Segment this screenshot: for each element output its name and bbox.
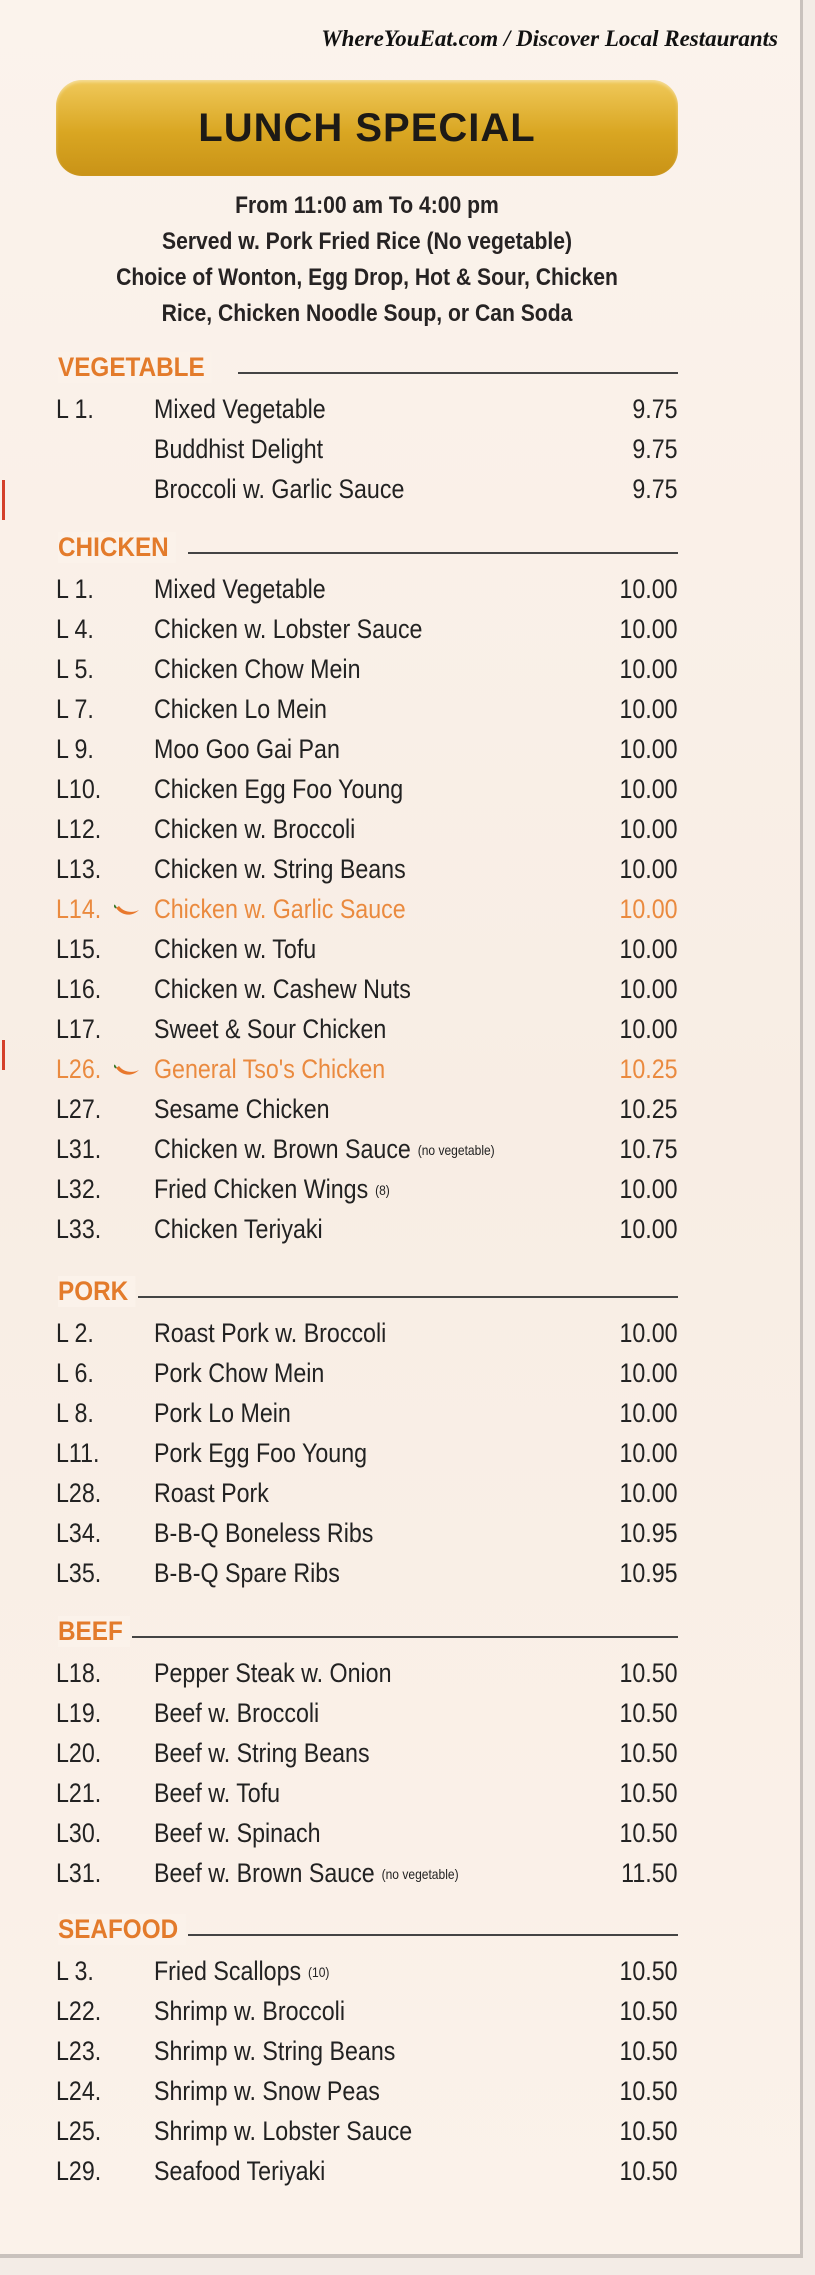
item-code: L21. bbox=[56, 1778, 102, 1808]
menu-item bbox=[56, 808, 678, 848]
item-price: 10.50 bbox=[619, 1778, 678, 1808]
item-price: 10.00 bbox=[619, 934, 678, 964]
item-name bbox=[154, 854, 406, 885]
item-price: 10.25 bbox=[619, 1054, 678, 1084]
item-price: 10.00 bbox=[619, 614, 678, 644]
item-price: 10.00 bbox=[619, 894, 678, 924]
item-name-text: Moo Goo Gai Pan bbox=[154, 734, 340, 764]
item-name-text: Buddhist Delight bbox=[154, 434, 324, 464]
item-name-text: Chicken Teriyaki bbox=[154, 1214, 323, 1244]
section-rule bbox=[188, 1934, 678, 1936]
menu-item bbox=[56, 1732, 678, 1772]
item-price: 9.75 bbox=[632, 394, 678, 424]
item-name bbox=[154, 1778, 280, 1809]
item-name-text: Pork Egg Foo Young bbox=[154, 1438, 368, 1468]
item-code: L14. bbox=[56, 894, 102, 924]
menu-item bbox=[56, 728, 678, 768]
item-name-text: Broccoli w. Garlic Sauce bbox=[154, 474, 405, 504]
menu-item bbox=[56, 1392, 678, 1432]
menu-item bbox=[56, 1950, 678, 1990]
item-name-text: Sesame Chicken bbox=[154, 1094, 330, 1124]
section-title: CHICKEN bbox=[58, 532, 176, 563]
item-name-text: Fried Chicken Wings bbox=[154, 1174, 369, 1204]
site-watermark[interactable]: WhereYouEat.com / Discover Local Restaurants bbox=[321, 26, 778, 51]
item-price: 10.00 bbox=[619, 694, 678, 724]
lunch-special-banner bbox=[56, 80, 678, 176]
item-name-text: Sweet & Sour Chicken bbox=[154, 1014, 387, 1044]
section-title: PORK bbox=[58, 1276, 135, 1307]
menu-item bbox=[56, 848, 678, 888]
item-price: 10.25 bbox=[619, 1094, 678, 1124]
item-code: L26. bbox=[56, 1054, 102, 1084]
item-name-text: Chicken Egg Foo Young bbox=[154, 774, 404, 804]
item-price: 10.00 bbox=[619, 1174, 678, 1204]
item-code: L 2. bbox=[56, 1318, 94, 1348]
edge-decoration bbox=[2, 1040, 5, 1070]
item-code: L28. bbox=[56, 1478, 102, 1508]
menu-item bbox=[56, 1008, 678, 1048]
item-price: 10.50 bbox=[619, 1956, 678, 1986]
item-price: 10.00 bbox=[619, 1318, 678, 1348]
item-code: L 7. bbox=[56, 694, 94, 724]
item-price: 10.00 bbox=[619, 1398, 678, 1428]
item-price: 10.00 bbox=[619, 574, 678, 604]
item-code: L 9. bbox=[56, 734, 94, 764]
section-rule bbox=[138, 1296, 678, 1298]
item-note: (8) bbox=[375, 1182, 390, 1198]
menu-item bbox=[56, 2110, 678, 2150]
item-name bbox=[154, 2156, 325, 2187]
item-name-text: Chicken w. Garlic Sauce bbox=[154, 894, 406, 924]
section-rule bbox=[132, 1636, 678, 1638]
menu-item bbox=[56, 688, 678, 728]
item-name-text: Chicken w. Broccoli bbox=[154, 814, 356, 844]
item-price: 10.95 bbox=[619, 1518, 678, 1548]
item-name bbox=[154, 394, 326, 425]
section-seafood bbox=[56, 1910, 678, 2190]
item-name-text: Chicken w. String Beans bbox=[154, 854, 406, 884]
item-name-text: Chicken w. Brown Sauce bbox=[154, 1134, 411, 1164]
item-name bbox=[154, 1214, 323, 1245]
intro-line: Choice of Wonton, Egg Drop, Hot & Sour, Chicken bbox=[116, 264, 618, 291]
item-name bbox=[154, 934, 316, 965]
item-code: L27. bbox=[56, 1094, 102, 1124]
item-name-text: Beef w. Broccoli bbox=[154, 1698, 320, 1728]
item-name bbox=[154, 1318, 386, 1349]
item-name-text: Shrimp w. Lobster Sauce bbox=[154, 2116, 413, 2146]
item-code: L30. bbox=[56, 1818, 102, 1848]
menu-item bbox=[56, 1088, 678, 1128]
item-code: L22. bbox=[56, 1996, 102, 2026]
item-price: 9.75 bbox=[632, 474, 678, 504]
item-code: L11. bbox=[56, 1438, 100, 1468]
item-name-text: Roast Pork w. Broccoli bbox=[154, 1318, 387, 1348]
item-name bbox=[154, 1478, 269, 1509]
menu-item bbox=[56, 1652, 678, 1692]
item-name bbox=[154, 1858, 459, 1889]
item-price: 10.00 bbox=[619, 774, 678, 804]
section-chicken bbox=[56, 528, 678, 1248]
item-code: L31. bbox=[56, 1858, 102, 1888]
item-name bbox=[154, 774, 403, 805]
menu-item bbox=[56, 888, 678, 928]
item-code: L32. bbox=[56, 1174, 102, 1204]
item-name-text: Chicken Lo Mein bbox=[154, 694, 327, 724]
item-name-text: Beef w. String Beans bbox=[154, 1738, 370, 1768]
menu-item bbox=[56, 608, 678, 648]
section-title: BEEF bbox=[58, 1616, 130, 1647]
section-beef bbox=[56, 1612, 678, 1892]
item-name bbox=[154, 734, 340, 765]
section-header bbox=[56, 1910, 678, 1950]
section-rule bbox=[238, 372, 678, 374]
item-name-text: Mixed Vegetable bbox=[154, 394, 326, 424]
spicy-chili-icon bbox=[114, 904, 140, 918]
item-name-text: Chicken w. Tofu bbox=[154, 934, 317, 964]
item-name bbox=[154, 1174, 390, 1205]
item-code: L24. bbox=[56, 2076, 102, 2106]
item-code: L 8. bbox=[56, 1398, 94, 1428]
item-price: 10.50 bbox=[619, 1738, 678, 1768]
item-name-text: Shrimp w. Broccoli bbox=[154, 1996, 345, 2026]
menu-item bbox=[56, 1552, 678, 1592]
item-name bbox=[154, 1698, 319, 1729]
section-header bbox=[56, 1272, 678, 1312]
item-price: 10.00 bbox=[619, 814, 678, 844]
item-price: 10.00 bbox=[619, 1214, 678, 1244]
section-pork bbox=[56, 1272, 678, 1592]
intro-text bbox=[93, 188, 640, 332]
item-price: 10.00 bbox=[619, 734, 678, 764]
item-name bbox=[154, 1094, 330, 1125]
item-name bbox=[154, 474, 404, 505]
item-name bbox=[154, 654, 360, 685]
section-title: SEAFOOD bbox=[58, 1914, 185, 1945]
menu-item bbox=[56, 2030, 678, 2070]
item-name bbox=[154, 894, 406, 925]
menu-item bbox=[56, 1312, 678, 1352]
item-price: 10.50 bbox=[619, 1698, 678, 1728]
section-vegetable bbox=[56, 348, 678, 508]
item-price: 10.00 bbox=[619, 854, 678, 884]
item-price: 10.50 bbox=[619, 1996, 678, 2026]
item-name-text: Pork Lo Mein bbox=[154, 1398, 291, 1428]
item-price: 10.50 bbox=[619, 2116, 678, 2146]
item-price: 10.00 bbox=[619, 1014, 678, 1044]
intro-line: Rice, Chicken Noodle Soup, or Can Soda bbox=[161, 300, 573, 327]
menu-item bbox=[56, 428, 678, 468]
menu-item bbox=[56, 1692, 678, 1732]
item-price: 10.50 bbox=[619, 2036, 678, 2066]
item-name-text: Chicken w. Cashew Nuts bbox=[154, 974, 411, 1004]
item-price: 10.00 bbox=[619, 1358, 678, 1388]
menu-item bbox=[56, 468, 678, 508]
item-name-text: General Tso's Chicken bbox=[154, 1054, 386, 1084]
menu-item bbox=[56, 1512, 678, 1552]
item-note: (no vegetable) bbox=[417, 1142, 495, 1158]
item-price: 10.75 bbox=[619, 1134, 678, 1164]
item-name bbox=[154, 1054, 385, 1085]
item-code: L33. bbox=[56, 1214, 102, 1244]
item-name bbox=[154, 1956, 329, 1987]
banner-title: LUNCH SPECIAL bbox=[198, 105, 536, 150]
edge-decoration bbox=[2, 480, 5, 520]
item-name-text: Pepper Steak w. Onion bbox=[154, 1658, 392, 1688]
item-code: L17. bbox=[56, 1014, 102, 1044]
item-name bbox=[154, 1818, 321, 1849]
menu-item bbox=[56, 1472, 678, 1512]
item-code: L 1. bbox=[56, 394, 94, 424]
item-code: L35. bbox=[56, 1558, 102, 1588]
item-name bbox=[154, 1558, 340, 1589]
item-name bbox=[154, 1398, 291, 1429]
menu-item bbox=[56, 1048, 678, 1088]
item-code: L 3. bbox=[56, 1956, 94, 1986]
item-price: 10.00 bbox=[619, 974, 678, 1004]
item-note: (no vegetable) bbox=[381, 1866, 459, 1882]
item-code: L23. bbox=[56, 2036, 102, 2066]
item-code: L15. bbox=[56, 934, 102, 964]
item-price: 10.00 bbox=[619, 654, 678, 684]
menu-item bbox=[56, 1208, 678, 1248]
item-code: L 5. bbox=[56, 654, 94, 684]
menu-item bbox=[56, 1128, 678, 1168]
section-header bbox=[56, 1612, 678, 1652]
item-name bbox=[154, 614, 422, 645]
item-name-text: Chicken Chow Mein bbox=[154, 654, 361, 684]
item-code: L 6. bbox=[56, 1358, 94, 1388]
item-price: 10.00 bbox=[619, 1438, 678, 1468]
item-name bbox=[154, 574, 326, 605]
item-name bbox=[154, 2076, 380, 2107]
item-code: L20. bbox=[56, 1738, 102, 1768]
item-name-text: Beef w. Tofu bbox=[154, 1778, 281, 1808]
item-code: L13. bbox=[56, 854, 102, 884]
menu-item bbox=[56, 2150, 678, 2190]
section-header bbox=[56, 528, 678, 568]
item-name-text: Shrimp w. Snow Peas bbox=[154, 2076, 380, 2106]
item-name bbox=[154, 2116, 412, 2147]
item-price: 11.50 bbox=[621, 1858, 678, 1888]
intro-line: Served w. Pork Fried Rice (No vegetable) bbox=[161, 228, 573, 255]
item-name bbox=[154, 2036, 395, 2067]
item-code: L31. bbox=[56, 1134, 102, 1164]
item-code: L16. bbox=[56, 974, 102, 1004]
item-code: L25. bbox=[56, 2116, 102, 2146]
section-title: VEGETABLE bbox=[58, 352, 212, 383]
item-name bbox=[154, 1014, 386, 1045]
item-name bbox=[154, 814, 355, 845]
item-code: L10. bbox=[56, 774, 102, 804]
menu-item bbox=[56, 1772, 678, 1812]
item-name bbox=[154, 1518, 373, 1549]
item-name bbox=[154, 974, 411, 1005]
item-name bbox=[154, 694, 327, 725]
item-name bbox=[154, 1358, 324, 1389]
item-price: 10.50 bbox=[619, 2156, 678, 2186]
menu-item bbox=[56, 568, 678, 608]
item-price: 10.00 bbox=[619, 1478, 678, 1508]
menu-item bbox=[56, 968, 678, 1008]
section-rule bbox=[188, 552, 678, 554]
spicy-chili-icon bbox=[114, 1064, 140, 1078]
item-code: L34. bbox=[56, 1518, 102, 1548]
item-name-text: Roast Pork bbox=[154, 1478, 269, 1508]
menu-item bbox=[56, 928, 678, 968]
item-code: L 1. bbox=[56, 574, 94, 604]
item-code: L19. bbox=[56, 1698, 102, 1728]
intro-line: From 11:00 am To 4:00 pm bbox=[235, 192, 499, 219]
menu-item bbox=[56, 1852, 678, 1892]
item-code: L12. bbox=[56, 814, 102, 844]
item-price: 10.50 bbox=[619, 2076, 678, 2106]
item-name bbox=[154, 1738, 370, 1769]
menu-item bbox=[56, 1432, 678, 1472]
item-name bbox=[154, 1996, 345, 2027]
menu-item bbox=[56, 768, 678, 808]
menu-item bbox=[56, 388, 678, 428]
item-name-text: B-B-Q Spare Ribs bbox=[154, 1558, 340, 1588]
item-name bbox=[154, 1438, 367, 1469]
menu-item bbox=[56, 2070, 678, 2110]
menu-item bbox=[56, 1812, 678, 1852]
item-name-text: Fried Scallops bbox=[154, 1956, 302, 1986]
item-price: 10.50 bbox=[619, 1658, 678, 1688]
item-name-text: Pork Chow Mein bbox=[154, 1358, 325, 1388]
item-name bbox=[154, 1658, 392, 1689]
item-name-text: B-B-Q Boneless Ribs bbox=[154, 1518, 374, 1548]
item-code: L 4. bbox=[56, 614, 94, 644]
menu-item bbox=[56, 1352, 678, 1392]
item-name-text: Beef w. Brown Sauce bbox=[154, 1858, 375, 1888]
item-price: 10.50 bbox=[619, 1818, 678, 1848]
menu-item bbox=[56, 1990, 678, 2030]
item-code: L29. bbox=[56, 2156, 102, 2186]
item-code: L18. bbox=[56, 1658, 102, 1688]
item-name bbox=[154, 1134, 495, 1165]
item-name-text: Mixed Vegetable bbox=[154, 574, 326, 604]
item-note: (10) bbox=[308, 1964, 330, 1980]
section-header bbox=[56, 348, 678, 388]
item-name bbox=[154, 434, 323, 465]
item-price: 10.95 bbox=[619, 1558, 678, 1588]
menu-item bbox=[56, 648, 678, 688]
item-name-text: Beef w. Spinach bbox=[154, 1818, 321, 1848]
item-name-text: Chicken w. Lobster Sauce bbox=[154, 614, 423, 644]
item-name-text: Shrimp w. String Beans bbox=[154, 2036, 396, 2066]
menu-item bbox=[56, 1168, 678, 1208]
item-price: 9.75 bbox=[632, 434, 678, 464]
item-name-text: Seafood Teriyaki bbox=[154, 2156, 326, 2186]
